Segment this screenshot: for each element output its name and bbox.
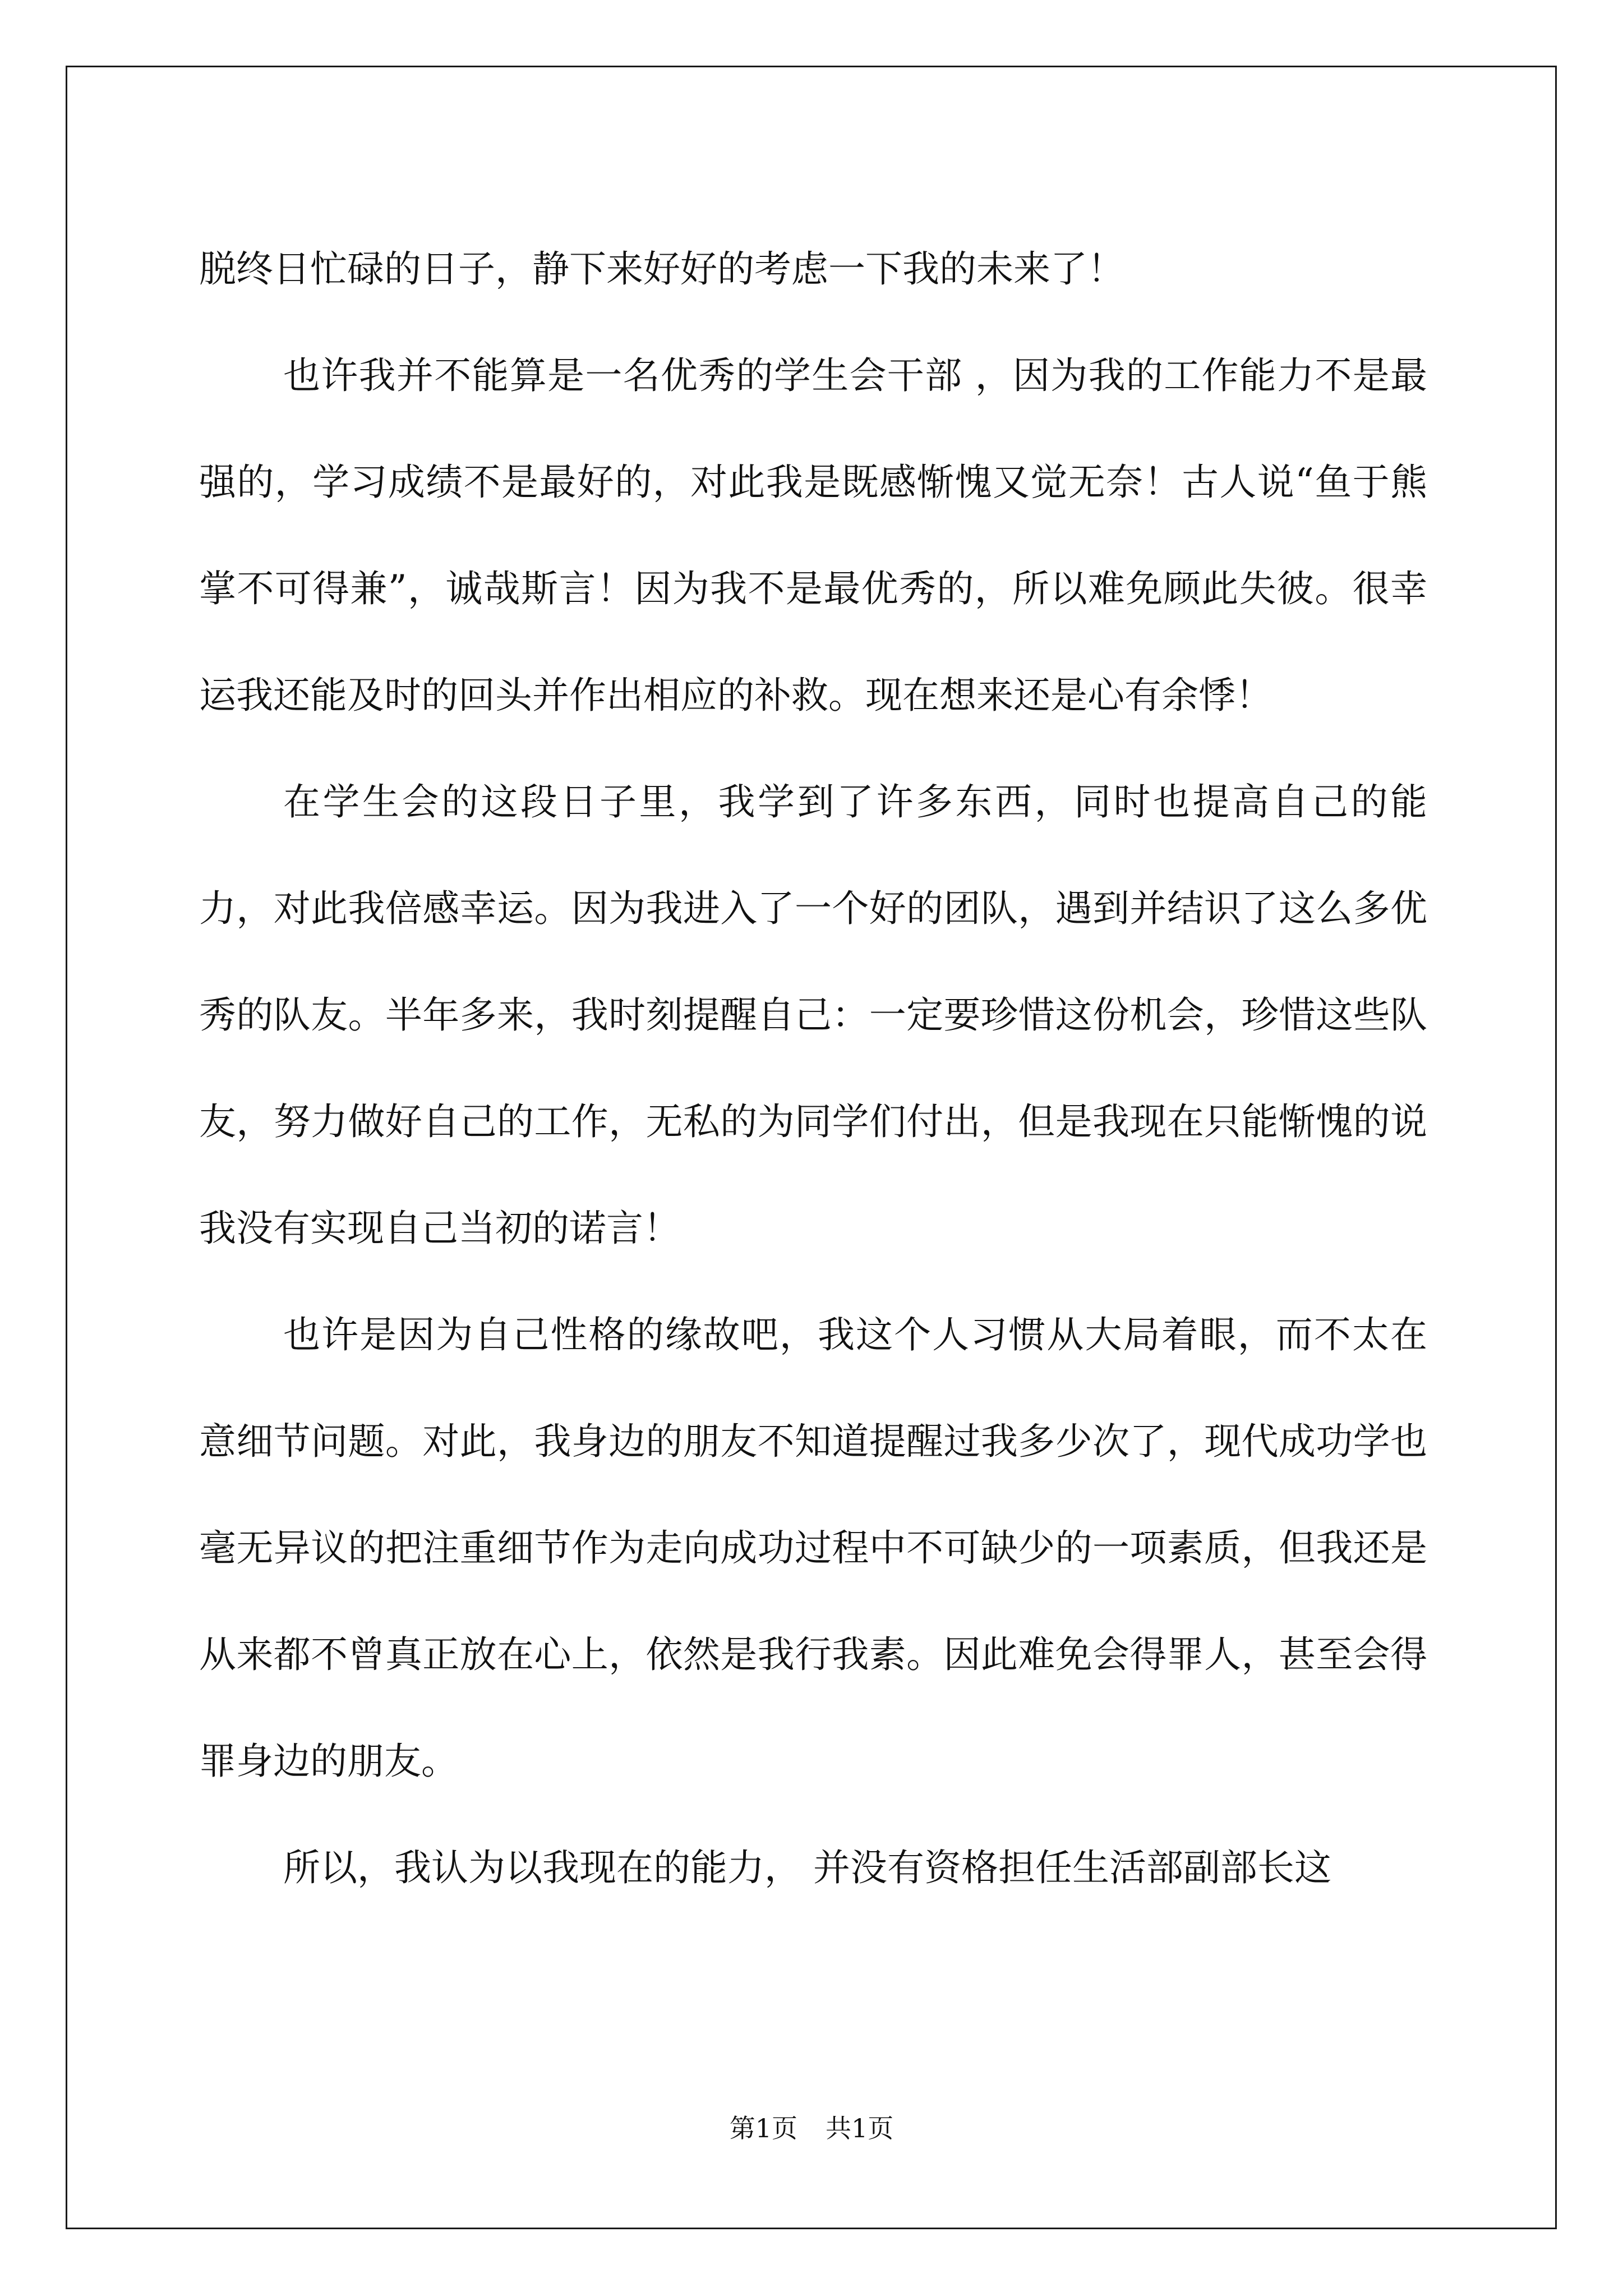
page-number: 第1页 [729, 2113, 797, 2143]
document-body [199, 216, 1427, 1921]
page-total: 共1页 [826, 2113, 894, 2143]
page-footer [0, 2108, 1623, 2145]
paragraph: 也许是因为自己性格的缘故吧，我这个人习惯从大局着眼，而不太在意细节问题。对此，我身边的朋友不知道提醒过我多少次了，现代成功学也毫无异议的把注重细节作为走向成功过程中不可缺少的一项素质，但我还是从来都不曾真正放在心上，依然是我行我素。因此难免会得罪人，甚至会得罪身边的朋友。 [199, 1313, 1427, 1783]
paragraph: 也许我并不能算是一名优秀的学生会干部 ，因为我的工作能力不是最强的，学习成绩不是最好的，对此我是既感惭愧又觉无奈！古人说“鱼于熊掌不可得兼”，诚哉斯言！因为我不是最优秀的，所以难免顾此失彼。很幸运我还能及时的回头并作出相应的补救。现在想来还是心有余悸！ [199, 354, 1427, 717]
paragraph: 脱终日忙碌的日子，静下来好好的考虑一下我的未来了！ [199, 247, 1124, 291]
paragraph: 在学生会的这段日子里，我学到了许多东西，同时也提高自己的能力，对此我倍感幸运。因为我进入了一个好的团队，遇到并结识了这么多优秀的队友。半年多来，我时刻提醒自己：一定要珍惜这份机会，珍惜这些队友，努力做好自己的工作，无私的为同学们付出，但是我现在只能惭愧的说我没有实现自己当初的诺言！ [199, 780, 1427, 1250]
paragraph: 所以，我认为以我现在的能力， 并没有资格担任生活部副部长这 [283, 1846, 1331, 1889]
